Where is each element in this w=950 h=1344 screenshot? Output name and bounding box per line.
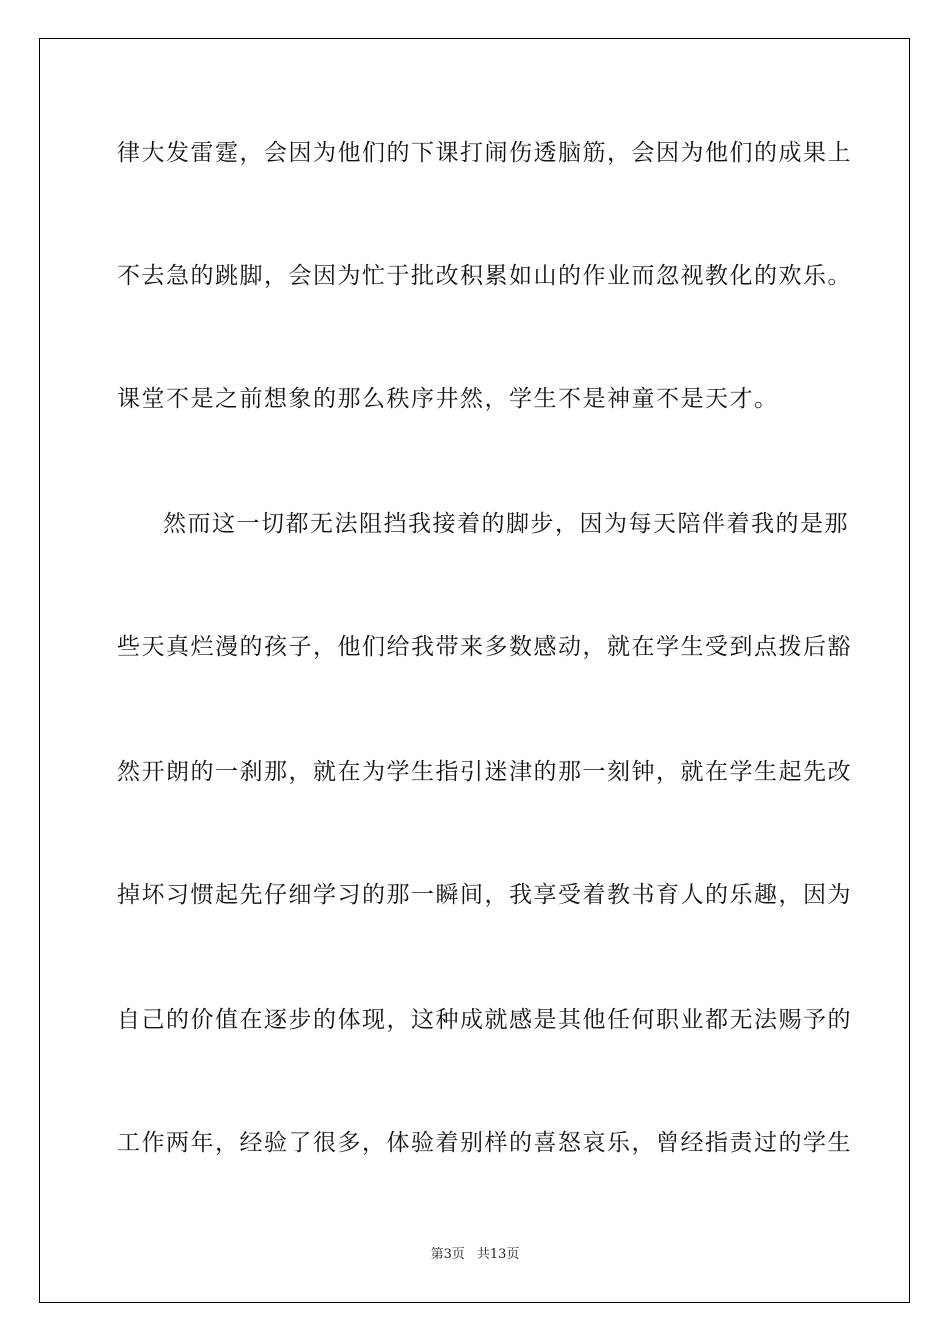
page-border xyxy=(39,38,910,1303)
body-text-line: 自己的价值在逐步的体现，这种成就感是其他任何职业都无法赐予的 xyxy=(117,1007,852,1033)
body-text-line: 掉坏习惯起先仔细学习的那一瞬间，我享受着教书育人的乐趣，因为 xyxy=(117,882,852,908)
body-text-line: 些天真烂漫的孩子，他们给我带来多数感动，就在学生受到点拨后豁 xyxy=(117,634,852,660)
page-number: 第3页 xyxy=(430,1247,465,1262)
body-text-line: 工作两年，经验了很多，体验着别样的喜怒哀乐，曾经指责过的学生 xyxy=(117,1130,852,1156)
page-footer xyxy=(0,1246,950,1264)
body-text-line: 然开朗的一刹那，就在为学生指引迷津的那一刻钟，就在学生起先改 xyxy=(117,759,852,785)
body-text-line: 律大发雷霆，会因为他们的下课打闹伤透脑筋，会因为他们的成果上 xyxy=(117,140,852,166)
paragraph-first-line: 然而这一切都无法阻挡我接着的脚步，因为每天陪伴着我的是那 xyxy=(163,511,849,537)
page-total: 共13页 xyxy=(476,1247,520,1262)
body-text-line: 不去急的跳脚，会因为忙于批改积累如山的作业而忽视教化的欢乐。 xyxy=(117,263,852,289)
body-text-line: 课堂不是之前想象的那么秩序井然，学生不是神童不是天才。 xyxy=(117,386,779,412)
